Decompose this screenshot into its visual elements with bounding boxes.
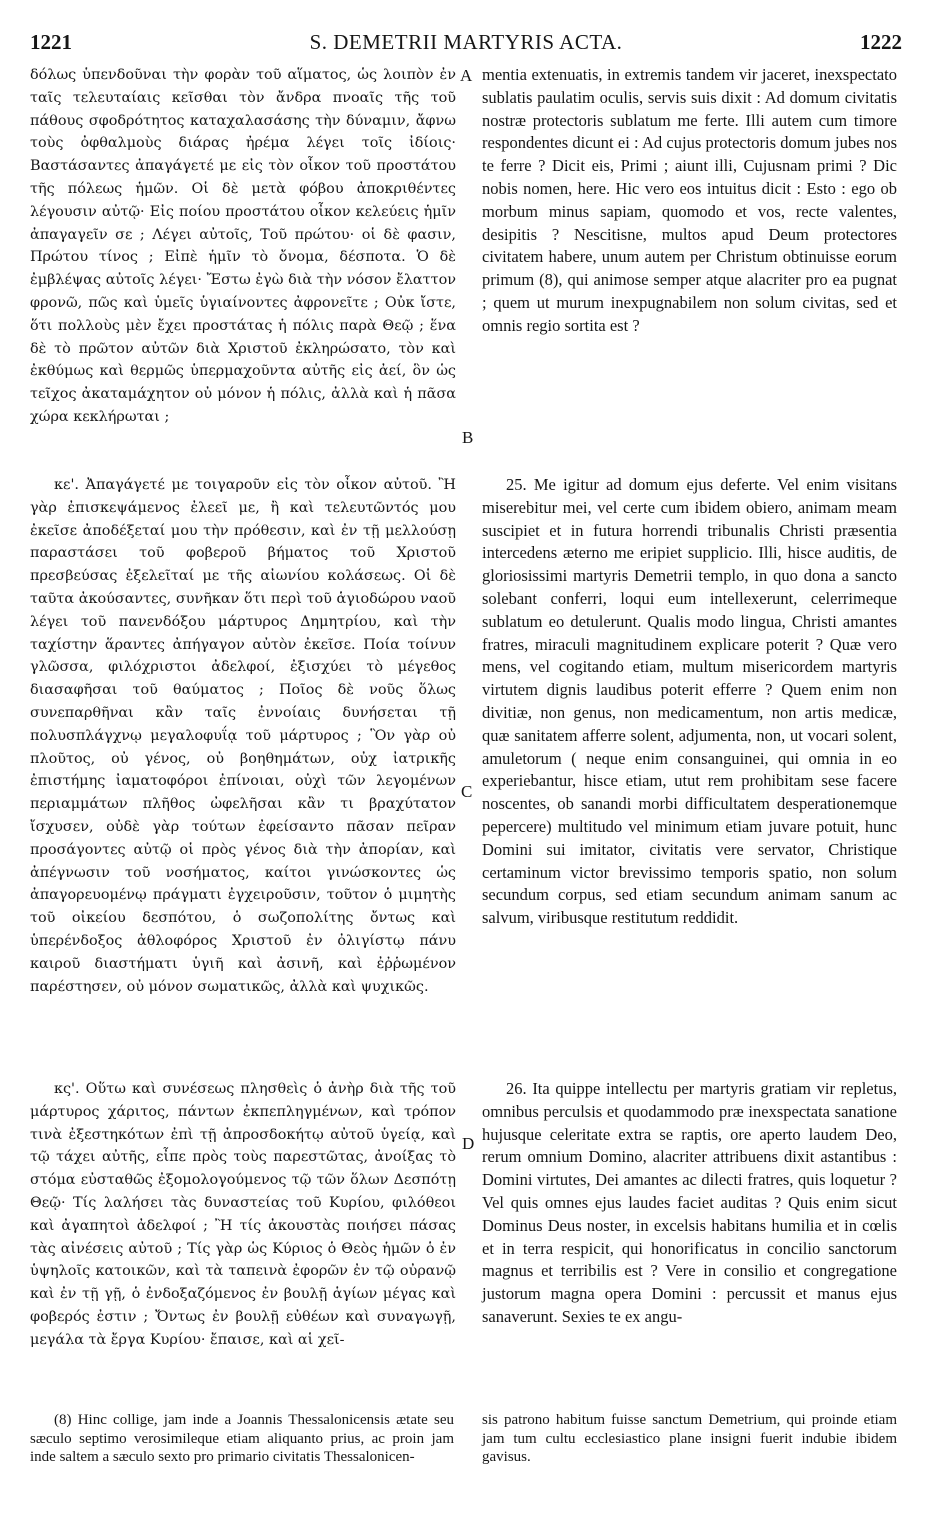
greek-paragraph: κε'. Ἀπαγάγετέ με τοιγαροῦν εἰς τὸν οἶκον αὐτοῦ. Ἢ γὰρ ἐπισκεψάμενος ἐλεεῖ με, ἢ καὶ τελευτῶντός μου ἐκεῖσε ἀποδέξεταί μου τὴν πρόθεσιν, καὶ ἐν τῇ μελλούσῃ παραστάσει τοῦ φοβεροῦ βήματος τοῦ Χριστοῦ πρεσβεύσας ἐξελεῖταί με τῆς αἰωνίου κολάσεως. Οἱ δὲ ταῦτα ἀκούσαντες, συνῆκαν ὅτι περὶ τοῦ ἁγιοδώρου ναοῦ λέγει τοῦ πανενδόξου μάρτυρος Δημητρίου, καὶ τὴν ταχίστην ἅραντες ἀπήγαγον αὐτὸν ἐκεῖσε. Ποία τοίνυν γλῶσσα, φιλόχριστοι ἀδελφοί, ἐξισχύει τὸ μέγεθος διασαφῆσαι τοῦ θαύματος ; Ποῖος δὲ νοῦς ὅλως συνεπαρθῆναι κἂν ταῖς ἐννοίαις δυνήσεται τῇ πολυσπλάγχνῳ μεγαλοφυΐᾳ τοῦ μάρτυρος ; Ὃν γὰρ οὐ πλοῦτος, οὐ γένος, οὐ βοηθημάτων, οὐχ ἰατρικῆς ἐπιστήμης ἰαματοφόροι ἐπίνοιαι, οὐχὶ τῶν λεγομένων περιαμμάτων πλῆθος ὠφελῆσαι κἂν τι βραχύτατον ἴσχυσεν, οὐδὲ γὰρ τούτων ἐφείσαντο πᾶσαν πεῖραν προσάγοντες αὐτῷ οἱ πρὸς γένος διὰ τὴν ἀπορίαν, καὶ ἀπέγνωσιν τοῦ νοσήματος, καίτοι γινώσκοντες ὡς ἀπαγορευομένῳ πράγματι ἐγχειροῦσιν, τοῦτον ὁ μιμητὴς τοῦ οἰκείου δεσπότου, ὁ σωζοπολίτης ὄντως καὶ ὑπερένδοξος ἀθλοφόρος Χριστοῦ ἐν ὀλιγίστῳ πάνυ καιροῦ διαστήματι ὑγιῆ καὶ ἀσινῆ, καὶ ἐῤῥωμένον παρέστησεν, οὐ μόνον σωματικῶς, ἀλλὰ καὶ ψυχικῶς. <box>30 477 456 995</box>
greek-column-section-26 <box>30 1078 456 1352</box>
running-title: S. DEMETRII MARTYRIS ACTA. <box>309 30 623 54</box>
latin-paragraph: 25. Me igitur ad domum ejus deferte. Vel enim visitans miserebitur mei, vel certe cum ibidem obiero, animam meam suscipiet et in futura horrendi tribunalis Christi præsentia intercedens æterno me eripiet supplicio. Illi, hisce auditis, de gloriosissimi martyris Demetrii templo, in quo dona a sancto solebant conferri, loqui eum intellexerunt, celerrimeque sublatum eo detulerunt. Qualis modo lingua, Christi amantes fratres, miraculi magnitudinem explicare poterit ? Quæ vero mens, vel cogitando etiam, multum misericordem martyris virtutem dignis laudibus poterit efferre ? Quem enim non divitiæ, non genus, non medicamentum, non artis medicæ, quæ sanitatem afferre solent, adjumenta, non, ut vocari solent, amuletorum ( neque enim consanguinei, qui omnia in eo experiebantur, hisce etiam, utut rem prohibitam sese facere noscentes, ob sanandi morbi difficultatem desperationemque pepercere) multitudo vel minimum etiam juvare potuit, hunc Domini sui imitator, civitatis vere servator, Christique certaminum victor brevissimo temporis spatio, non solum secundum corpus, sed etiam secundum animam sanum ac salvum, viribusque restitutum reddidit. <box>482 475 897 928</box>
latin-column-section-25 <box>482 474 897 930</box>
page-number-left: 1221 <box>30 30 72 54</box>
page-number-right: 1222 <box>860 30 902 54</box>
latin-column <box>482 64 897 338</box>
footnote-right: sis patrono habitum fuisse sanctum Demetrium, qui proinde etiam jam tum cultu ecclesiastico plane insigni fuerit indubie ibidem gavisus. <box>482 1412 897 1465</box>
greek-column-section-25 <box>30 474 456 998</box>
margin-letter-d: D <box>462 1134 475 1153</box>
latin-paragraph: mentia extenuatis, in extremis tandem vir jaceret, inexspectato sublatis paulatim oculis, servis suis dixit : Ad domum civitatis nostræ protectoris sublatum me ferte. Illi autem cum timore respondentes dicunt ei : Ad cujus protectoris domum jubes nos te ferre ? Dicit eis, Primi ; aiunt illi, Cujusnam primi ? Dic nobis nomen, here. Hic vero eos intuitus dicit : Esto : ego ob morbum minus sapiam, quomodo et vos, recte valentes, desipitis ? Nescitisne, multos apud Deum protectores civitatem habere, unum autem per Christum obtinuisse eorum primum (8), qui animose semper atque alacriter pro ea pugnat ; quem ut murum inexpugnabilem non solum civitas, sed et omnis regio sortita est ? <box>482 65 897 335</box>
margin-letter-b: B <box>462 428 474 447</box>
latin-column-section-26 <box>482 1078 897 1329</box>
greek-paragraph: δόλως ὑπενδοῦναι τὴν φορὰν τοῦ αἵματος, ὡς λοιπὸν ἐν ταῖς τελευταίαις κεῖσθαι τὸν ἄνδρα πνοαῖς τῆς τοῦ πάθους σφοδρότητος καταχαλασάσης τὴν δύναμιν, ἄφνω τοὺς ὀφθαλμοὺς διάρας ἠρέμα λέγει τοῖς ἰδίοις· Βαστάσαντες ἀπαγάγετέ με εἰς τὸν οἶκον τοῦ προστάτου τῆς πόλεως ἡμῶν. Οἱ δὲ μετὰ φόβου ἀποκριθέντες λέγουσιν αὐτῷ· Εἰς ποίου προστάτου οἶκον κελεύεις ἡμῖν ἀπαγαγεῖν σε ; Λέγει αὐτοῖς, Τοῦ πρώτου· οἱ δὲ φασιν, Πρώτου τίνος ; Εἰπὲ ἡμῖν τὸ ὄνομα, δέσποτα. Ὁ δὲ ἐμβλέψας αὐτοῖς λέγει· Ἔστω ἐγὼ διὰ τὴν νόσον ἔλαττον φρονῶ, πῶς καὶ ὑμεῖς ὑγιαίνοντες ἀφρονεῖτε ; Οὐκ ἴστε, ὅτι πολλοὺς μὲν ἔχει προστάτας ἡ πόλις παρὰ Θεῷ ; ἕνα δὲ τὸ πρῶτον αὐτῶν διὰ Χριστοῦ ἐκληρώσατο, τὸν καὶ ἐκθύμως καὶ θερμῶς ὑπερμαχοῦντα αὐτῆς εἰς ἀεί, ὃν ὡς τεῖχος ἀκαταμάχητον οὐ μόνον ἡ πόλις, ἀλλὰ καὶ ἡ πᾶσα χώρα κεκλήρωται ; <box>30 67 456 425</box>
latin-paragraph: 26. Ita quippe intellectu per martyris gratiam vir repletus, omnibus perculsis et quodammodo præ inexspectata sanatione hujusque celeritate extra se raptis, ore aperto laudem Deo, rerum omnium Domino, alacriter attribuens dixit astantibus : Domini virtutes, Dei amantes ac dilecti fratres, quis loquetur ? Vel quis omnes ejus laudes faciet auditas ? Quis enim sicut Dominus Deus noster, in excelsis habitans humilia et in cœlis et in terra respicit, qui honorificatus in concilio sanctorum magnus et terribilis est ? Vere in consilio et congregatione justorum magna opera Domini : percussit et manus ejus sanaverunt. Sexies te ex angu- <box>482 1079 897 1326</box>
footnote-left: (8) Hinc collige, jam inde a Joannis Thessalonicensis ætate seu sæculo septimo verosimileque etiam aliquanto prius, ac proin jam inde saltem a sæculo sexto pro primario civitatis Thessalonicen- <box>30 1412 454 1465</box>
margin-letter-a: A <box>460 66 473 85</box>
greek-paragraph: κς'. Οὕτω καὶ συνέσεως πλησθεὶς ὁ ἀνὴρ διὰ τῆς τοῦ μάρτυρος χάριτος, πάντων ἐκπεπληγμένων, καὶ τρόπον τινὰ ἐξεστηκότων ἐπὶ τῇ ἀπροσδοκήτῳ αὐτοῦ ὑγείᾳ, καὶ τῷ τάχει αὐτῆς, εἶπε πρὸς τοὺς παρεστῶτας, ἀνοίξας τὸ στόμα εὐσταθῶς ἐξομολογούμενος τῷ τῶν ὅλων Δεσπότῃ Θεῷ· Τίς λαλήσει τὰς δυναστείας τοῦ Κυρίου, φιλόθεοι καὶ ἀγαπητοὶ ἀδελφοί ; Ἢ τίς ἀκουστὰς ποιήσει πάσας τὰς αἰνέσεις αὐτοῦ ; Τίς γὰρ ὡς Κύριος ὁ Θεὸς ἡμῶν ὁ ἐν ὑψηλοῖς κατοικῶν, καὶ τὰ ταπεινὰ ἐφορῶν ἐν τῷ οὐρανῷ καὶ ἐν τῇ γῇ, ὁ ἐνδοξαζόμενος ἐν βουλῇ ἁγίων μέγας καὶ φοβερός ἐστιν ; Ὄντως ἐν βουλῇ εὐθέων καὶ συναγωγῇ, μεγάλα τὰ ἔργα Κυρίου· ἔπαισε, καὶ αἱ χεῖ- <box>30 1081 456 1348</box>
page-header <box>30 30 902 60</box>
greek-column <box>30 64 456 429</box>
margin-letter-c: C <box>461 782 473 801</box>
